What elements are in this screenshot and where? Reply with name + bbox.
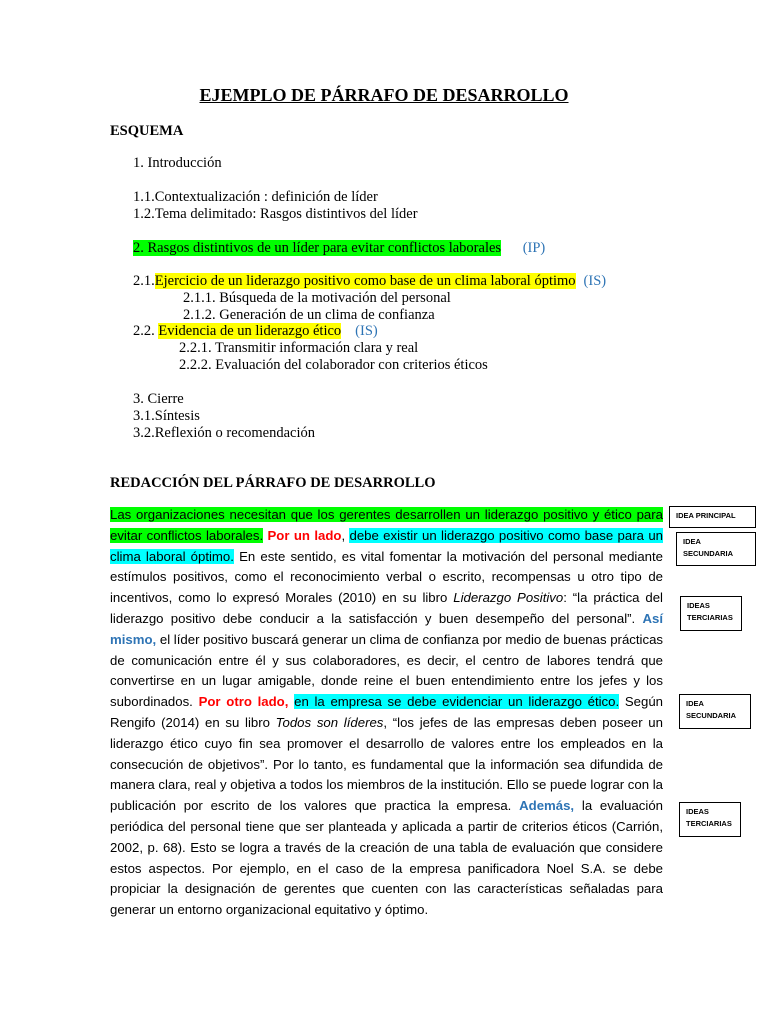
- document-title: EJEMPLO DE PÁRRAFO DE DESARROLLO: [199, 85, 569, 105]
- outline-item-2-2-text: Evidencia de un liderazgo ético: [158, 323, 342, 339]
- book-title-todos-son-lideres: Todos son líderes: [275, 714, 384, 730]
- outline-item-3-1: 3.1.Síntesis: [133, 408, 200, 424]
- outline-item-2-2-num: 2.2.: [133, 323, 159, 339]
- outline-item-1-2: 1.2.Tema delimitado: Rasgos distintivos del líder: [133, 206, 418, 222]
- outline-item-2-1-text: Ejercicio de un liderazgo positivo como base de un clima laboral óptimo: [154, 273, 576, 289]
- development-paragraph: [110, 505, 663, 921]
- redaccion-heading: REDACCIÓN DEL PÁRRAFO DE DESARROLLO: [110, 475, 436, 491]
- outline-tag-ip: (IP): [522, 240, 546, 256]
- connector-ademas: Además,: [519, 798, 575, 814]
- idea-secundaria-1-text: debe existir un liderazgo positivo como base para un clima laboral óptimo.: [110, 527, 663, 564]
- idea-principal-text: Las organizaciones necesitan que los gerentes desarrollen un liderazgo positivo y ético para evitar conflictos laborales.: [110, 507, 663, 543]
- body-text-3: el líder positivo buscará generar un clima de confianza por medio de buenas prácticas de comunicación entre él y sus colaboradores, es decir, el centro de labores tendrá que convertirse en un lugar amigable, donde reine el buen entendimiento entre los jefes y los subordinados.: [110, 631, 663, 710]
- outline-item-2: [133, 240, 545, 257]
- outline-item-2-2-2: 2.2.2. Evaluación del colaborador con criterios éticos: [179, 357, 488, 373]
- idea-secundaria-2-text: en la empresa se debe evidenciar un liderazgo ético.: [294, 694, 620, 710]
- outline-tag-is-2: (IS): [355, 323, 378, 339]
- outline-item-2-2: [133, 323, 378, 340]
- outline-item-3-2: 3.2.Reflexión o recomendación: [133, 425, 315, 441]
- outline-item-2-2-1: 2.2.1. Transmitir información clara y real: [179, 340, 419, 356]
- label-ideas-terciarias-1: IDEAS TERCIARIAS: [680, 596, 742, 631]
- body-text-2: : “la práctica del liderazgo positivo debe conducir a la satisfacción y buen desempeño del personal”.: [110, 590, 663, 626]
- outline-item-2-1-num: 2.1.: [133, 273, 155, 289]
- outline-item-2-1: [133, 273, 606, 290]
- body-text-5: , “los jefes de las empresas deben poseer un liderazgo ético cuyo fin sea promover el desarrollo de valores entre los empleados en la consecución de objetivos”. Por lo tanto, es fundamental que la información sea difundida de manera clara, real y objetiva a todos los miembros de la institución. Ello se puede lograr con la publicación por escrito de los valores que practica la empresa.: [110, 714, 663, 814]
- label-idea-principal: IDEA PRINCIPAL: [669, 506, 756, 528]
- comma-text: ,: [341, 527, 350, 543]
- connector-asi-mismo: Así mismo,: [110, 610, 663, 647]
- label-idea-secundaria-1: IDEA SECUNDARIA: [676, 532, 756, 566]
- outline-item-2-1-1: 2.1.1. Búsqueda de la motivación del personal: [183, 290, 451, 306]
- outline-item-intro: 1. Introducción: [133, 155, 222, 171]
- body-text-6: la evaluación periódica del personal tiene que ser planteada y aplicada a partir de criterios éticos (Carrión, 2002, p. 68). Esto se logra a través de la creación de una tabla de evaluación que considere estos aspectos. Por ejemplo, en el caso de la empresa panificadora Noel S.A. se debe propiciar la designación de gerentes que cuenten con las características señaladas para generar un entorno organizacional equitativo y óptimo.: [110, 798, 663, 918]
- outline-item-1-1: 1.1.Contextualización : definición de líder: [133, 189, 378, 205]
- outline-item-2-text: 2. Rasgos distintivos de un líder para evitar conflictos laborales: [133, 240, 502, 256]
- outline-item-cierre: 3. Cierre: [133, 391, 184, 407]
- label-ideas-terciarias-2: IDEAS TERCIARIAS: [679, 802, 741, 837]
- connector-por-otro-lado: Por otro lado,: [198, 694, 289, 710]
- body-text-1: En este sentido, es vital fomentar la motivación del personal mediante estímulos positivos, como el reconocimiento verbal o escrito, recompensas u otro tipo de incentivos, como lo expresó Morales (2010) en su libro: [110, 548, 664, 606]
- esquema-heading: ESQUEMA: [110, 123, 184, 139]
- body-text-4: Según Rengifo (2014) en su libro: [110, 694, 663, 730]
- book-title-liderazgo-positivo: Liderazgo Positivo: [453, 590, 564, 606]
- outline-tag-is-1: (IS): [583, 273, 607, 289]
- label-idea-secundaria-2: IDEA SECUNDARIA: [679, 694, 751, 729]
- connector-por-un-lado: Por un lado: [263, 527, 342, 543]
- outline-item-2-1-2: 2.1.2. Generación de un clima de confianza: [183, 307, 435, 323]
